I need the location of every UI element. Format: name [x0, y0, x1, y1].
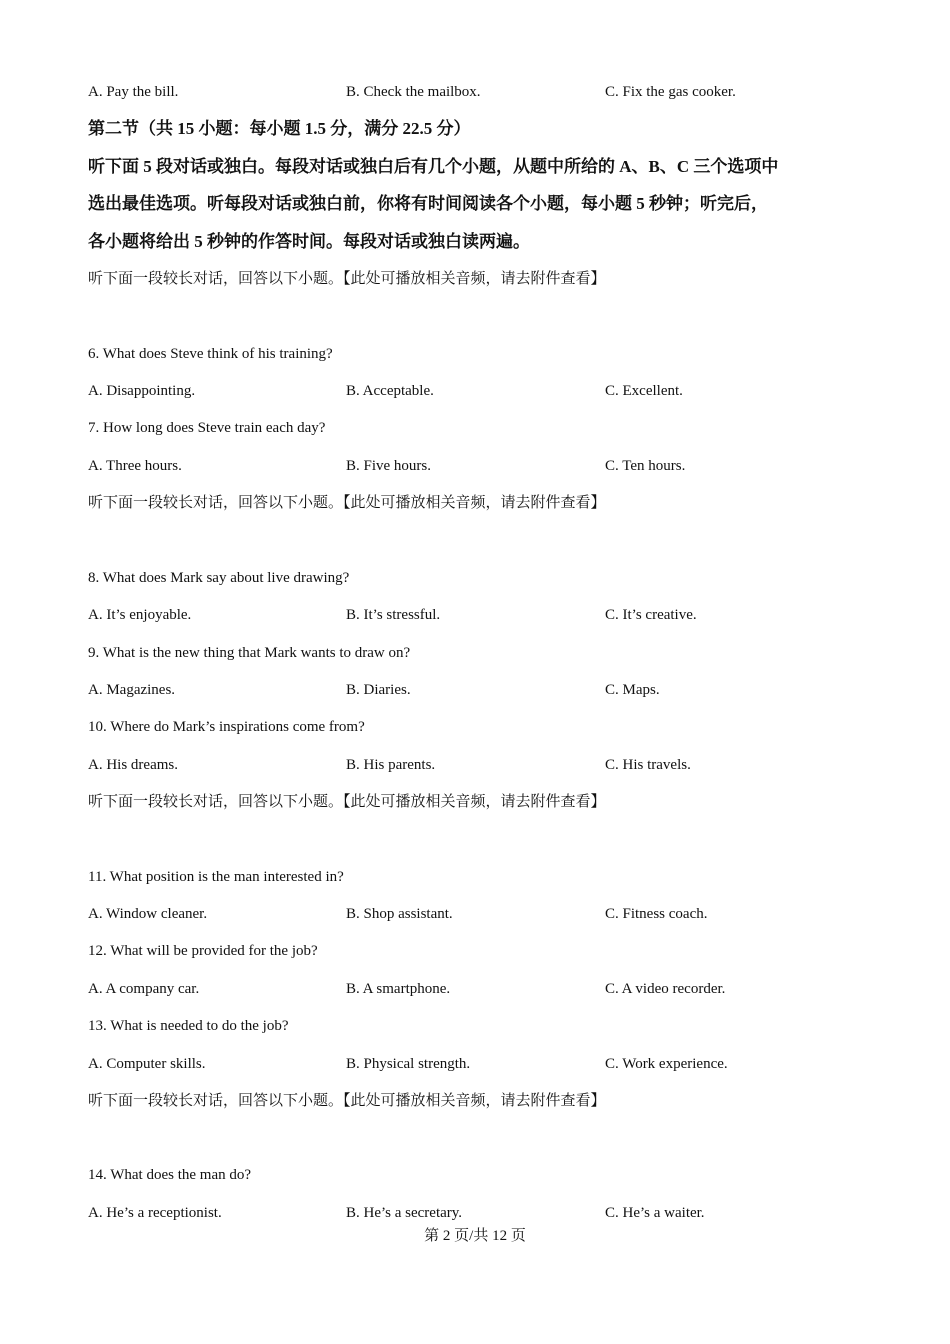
option-c: C. Fix the gas cooker.	[605, 84, 736, 100]
audio-note: 听下面一段较长对话，回答以下小题。【此处可播放相关音频，请去附件查看】	[88, 271, 606, 287]
option-a: A. It’s enjoyable.	[88, 607, 192, 623]
option-c: C. It’s creative.	[605, 607, 697, 623]
audio-note: 听下面一段较长对话，回答以下小题。【此处可播放相关音频，请去附件查看】	[88, 495, 606, 511]
question-12: 12. What will be provided for the job?	[88, 943, 318, 959]
option-c: C. Ten hours.	[605, 458, 686, 474]
option-c: C. Fitness coach.	[605, 906, 708, 922]
option-c: C. A video recorder.	[605, 981, 726, 997]
option-b: B. Shop assistant.	[346, 906, 453, 922]
option-a: A. He’s a receptionist.	[88, 1205, 222, 1221]
question-9: 9. What is the new thing that Mark wants to draw on?	[88, 645, 411, 661]
option-a: A. Computer skills.	[88, 1056, 206, 1072]
question-13: 13. What is needed to do the job?	[88, 1018, 289, 1034]
option-b: B. Five hours.	[346, 458, 432, 474]
section-title: 第二节（共 15 小题：每小题 1.5 分，满分 22.5 分）	[88, 119, 471, 138]
question-7: 7. How long does Steve train each day?	[88, 420, 326, 436]
option-b: B. It’s stressful.	[346, 607, 441, 623]
question-6: 6. What does Steve think of his training?	[88, 346, 333, 362]
option-b: B. Acceptable.	[346, 383, 434, 399]
option-b: B. Diaries.	[346, 682, 411, 698]
page-number: 第 2 页/共 12 页	[424, 1228, 526, 1244]
option-b: B. A smartphone.	[346, 981, 451, 997]
option-c: C. Work experience.	[605, 1056, 728, 1072]
option-c: C. He’s a waiter.	[605, 1205, 705, 1221]
option-a: A. His dreams.	[88, 757, 178, 773]
question-10: 10. Where do Mark’s inspirations come from?	[88, 719, 365, 735]
option-b: B. Physical strength.	[346, 1056, 471, 1072]
option-b: B. Check the mailbox.	[346, 84, 481, 100]
section-instruction-line: 听下面 5 段对话或独白。每段对话或独白后有几个小题，从题中所给的 A、B、C 三个选项中	[88, 157, 779, 176]
option-a: A. Three hours.	[88, 458, 182, 474]
section-instruction-line: 选出最佳选项。听每段对话或独白前，你将有时间阅读各个小题，每小题 5 秒钟；听完后，	[88, 194, 768, 213]
option-a: A. Pay the bill.	[88, 84, 179, 100]
audio-note: 听下面一段较长对话，回答以下小题。【此处可播放相关音频，请去附件查看】	[88, 1093, 606, 1109]
audio-note: 听下面一段较长对话，回答以下小题。【此处可播放相关音频，请去附件查看】	[88, 794, 606, 810]
section-instruction-line: 各小题将给出 5 秒钟的作答时间。每段对话或独白读两遍。	[88, 232, 530, 251]
question-8: 8. What does Mark say about live drawing?	[88, 570, 350, 586]
option-a: A. Magazines.	[88, 682, 176, 698]
option-b: B. He’s a secretary.	[346, 1205, 463, 1221]
question-14: 14. What does the man do?	[88, 1167, 252, 1183]
option-a: A. A company car.	[88, 981, 200, 997]
option-a: A. Disappointing.	[88, 383, 196, 399]
option-b: B. His parents.	[346, 757, 436, 773]
option-c: C. Excellent.	[605, 383, 683, 399]
option-c: C. Maps.	[605, 682, 660, 698]
question-11: 11. What position is the man interested in?	[88, 869, 344, 885]
option-c: C. His travels.	[605, 757, 691, 773]
option-a: A. Window cleaner.	[88, 906, 208, 922]
